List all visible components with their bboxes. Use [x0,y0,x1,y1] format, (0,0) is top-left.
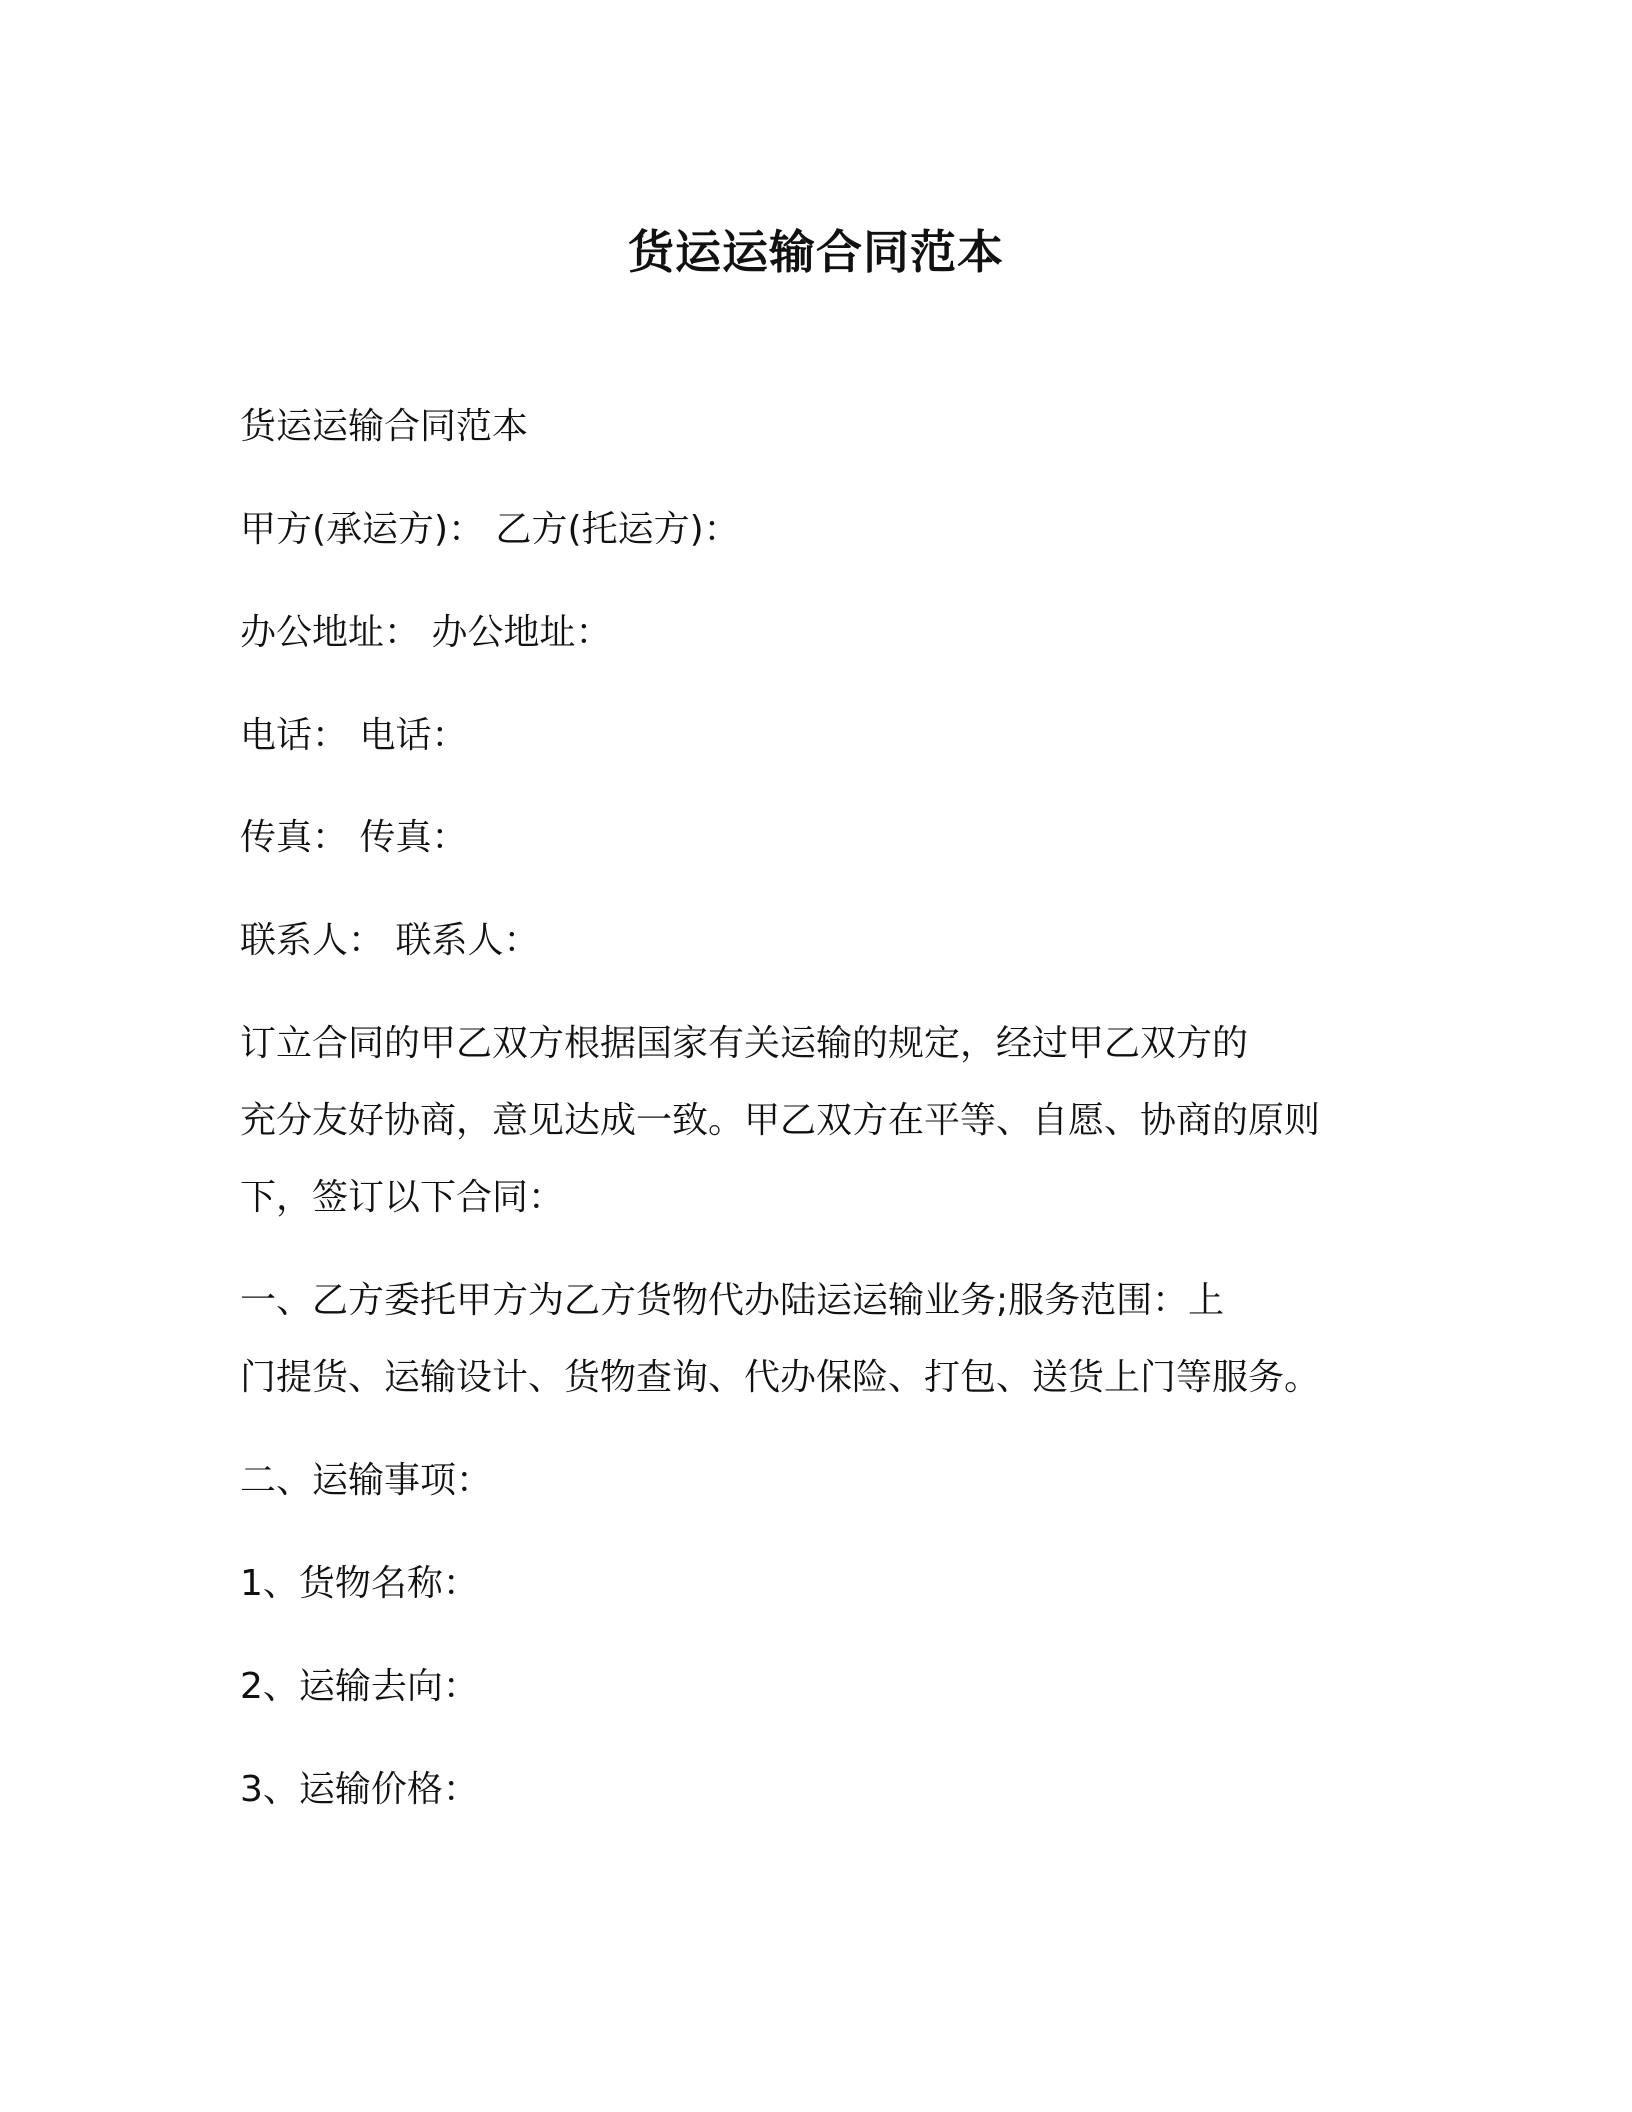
phone-line: 电话： 电话： [240,715,468,756]
party-line: 甲方(承运方)： 乙方(托运方)： [240,509,740,550]
document-title: 货运运输合同范本 [628,225,1004,279]
item-destination: 2、运输去向： [240,1666,479,1707]
item-goods-name: 1、货物名称： [240,1563,479,1604]
item-price: 3、运输价格： [240,1769,479,1810]
paragraph-1-line-3: 下，签订以下合同： [240,1177,565,1218]
item-transport-matters: 二、运输事项： [240,1460,493,1501]
paragraph-2-line-2: 门提货、运输设计、货物查询、代办保险、打包、送货上门等服务。 [240,1357,1321,1398]
subtitle-line: 货运运输合同范本 [240,406,529,447]
paragraph-2-line-1: 一、乙方委托甲方为乙方货物代办陆运运输业务;服务范围：上 [240,1280,1225,1321]
paragraph-1-line-1: 订立合同的甲乙双方根据国家有关运输的规定，经过甲乙双方的 [240,1023,1249,1064]
paragraph-1-line-2: 充分友好协商，意见达成一致。甲乙双方在平等、自愿、协商的原则 [240,1100,1321,1141]
address-line: 办公地址： 办公地址： [240,612,612,653]
contact-line: 联系人： 联系人： [240,920,540,961]
fax-line: 传真： 传真： [240,817,468,858]
